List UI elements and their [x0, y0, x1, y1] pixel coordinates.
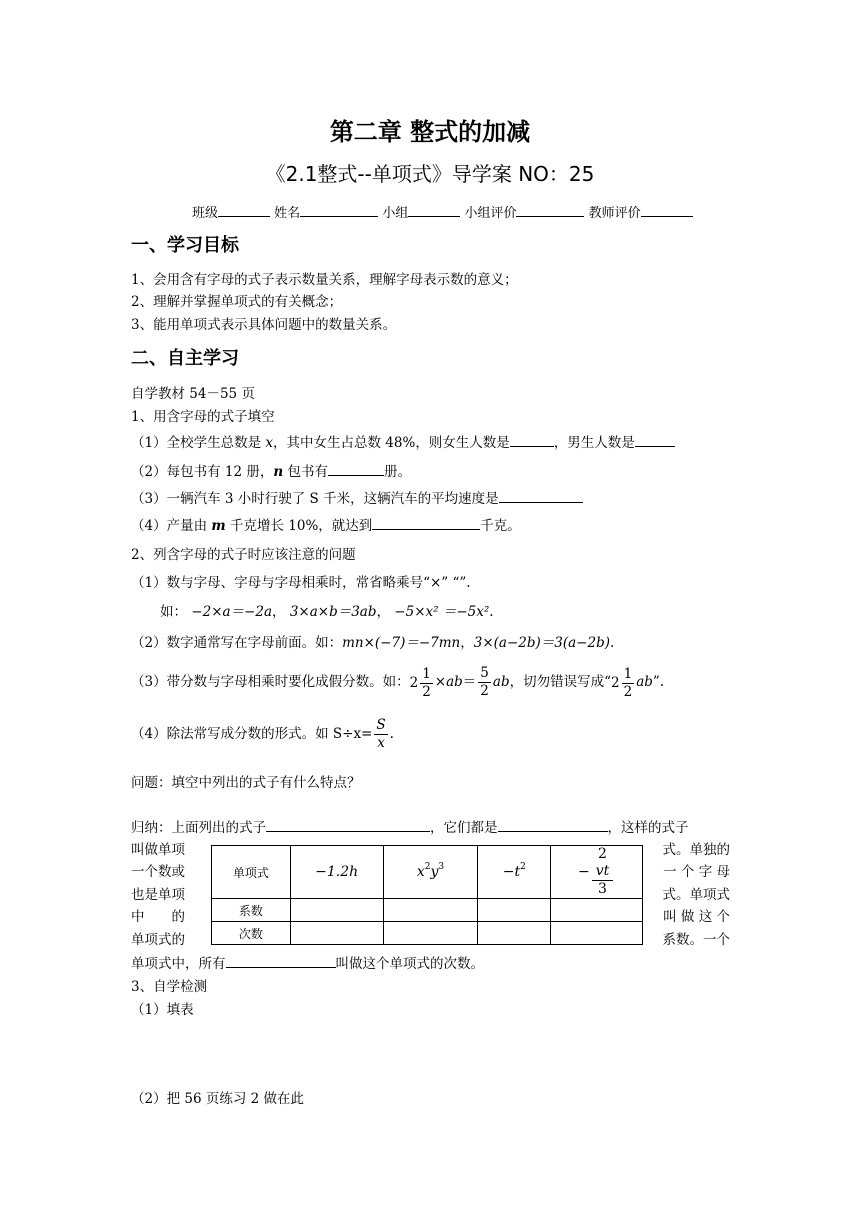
question: 问题：填空中列出的式子有什么特点？	[131, 775, 361, 791]
table-blank-cell[interactable]	[478, 899, 551, 922]
chapter-title: 第二章 整式的加减	[329, 118, 531, 146]
q3-1: （1）填表	[131, 1002, 194, 1018]
table-blank-cell[interactable]	[551, 899, 643, 922]
q1-4: （4）产量由 m 千克增长 10%，就达到 千克。	[131, 514, 521, 534]
table-blank-cell[interactable]	[290, 899, 383, 922]
table-blank-cell[interactable]	[478, 922, 551, 945]
section1-heading: 一、学习目标	[131, 235, 239, 256]
table-row	[212, 846, 643, 899]
table-row-label: 单项式	[212, 846, 291, 899]
textbook-pages: 自学教材 54－55 页	[131, 386, 255, 402]
table-row	[212, 922, 643, 945]
table-cell-monomial: $-t^2$	[478, 846, 551, 899]
table-row	[212, 899, 643, 922]
goal-item: 2、理解并掌握单项式的有关概念；	[131, 294, 343, 310]
section2-heading: 二、自主学习	[131, 348, 239, 369]
q2-2: （2）数字通常写在字母前面。如：mn×(−7)＝−7mn，3×(a−2b)＝3(a−2b).	[131, 635, 615, 651]
q1-title: 1、用含字母的式子填空	[131, 409, 275, 425]
q3-title: 3、自学检测	[131, 979, 208, 995]
q1-2: （2）每包书有 12 册，n 包书有 册。	[131, 460, 411, 480]
q2-1: （1）数与字母、字母与字母相乘时，常省略乘号“×” “”.	[131, 575, 471, 591]
q2-1-examples: 如： −2×a＝−2a， 3×a×b＝3ab， −5×x² ＝−5x².	[160, 604, 494, 620]
doc-title: 《2.1整式--单项式》导学案 NO：25	[265, 162, 595, 186]
q2-3: （3）带分数与字母相乘时要化成假分数。如：2 $\frac{1}{2}$ ×ab＝ $\frac{5}{2}$ ab，切勿错误写成“2 $\frac{1}{2}$ ab”.	[131, 665, 665, 700]
q2-title: 2、列含字母的式子时应该注意的问题	[131, 547, 356, 563]
summary-line-7: 单项式中，所有 叫做这个单项式的次数。	[131, 952, 484, 972]
summary-right-column: 式。单独的 一 个 字 母 式。单项式 叫 做 这 个 系数。一个	[662, 842, 730, 948]
table-cell-monomial: − 2 vt 3	[551, 846, 643, 899]
monomial-table	[211, 845, 643, 945]
summary-left-column: 叫做单项 一个数或 也是单项 中 的 单项式的	[131, 842, 185, 948]
table-blank-cell[interactable]	[290, 922, 383, 945]
table-row-label: 次数	[212, 922, 291, 945]
summary-line-1: 归纳：上面列出的式子 ，它们都是 ，这样的式子	[131, 816, 689, 836]
table-row-label: 系数	[212, 899, 291, 922]
q1-1: （1）全校学生总数是 x，其中女生占总数 48%，则女生人数是 ，男生人数是	[131, 431, 675, 451]
q1-3: （3）一辆汽车 3 小时行驶了 S 千米，这辆汽车的平均速度是	[131, 487, 583, 507]
table-cell-monomial: −1.2h	[290, 846, 383, 899]
table-blank-cell[interactable]	[383, 899, 478, 922]
table-blank-cell[interactable]	[551, 922, 643, 945]
header-fields: 班级 姓名 小组 小组评价 教师评价	[192, 202, 693, 221]
table-cell-monomial: $x^2y^3$	[383, 846, 478, 899]
q2-4: （4）除法常写成分数的形式。如 S÷x= $\frac{S}{x}$ .	[131, 717, 394, 751]
goal-item: 3、能用单项式表示具体问题中的数量关系。	[131, 317, 397, 333]
goal-item: 1、会用含有字母的式子表示数量关系，理解字母表示数的意义；	[131, 272, 518, 288]
table-blank-cell[interactable]	[383, 922, 478, 945]
q3-2: （2）把 56 页练习 2 做在此	[131, 1091, 305, 1107]
